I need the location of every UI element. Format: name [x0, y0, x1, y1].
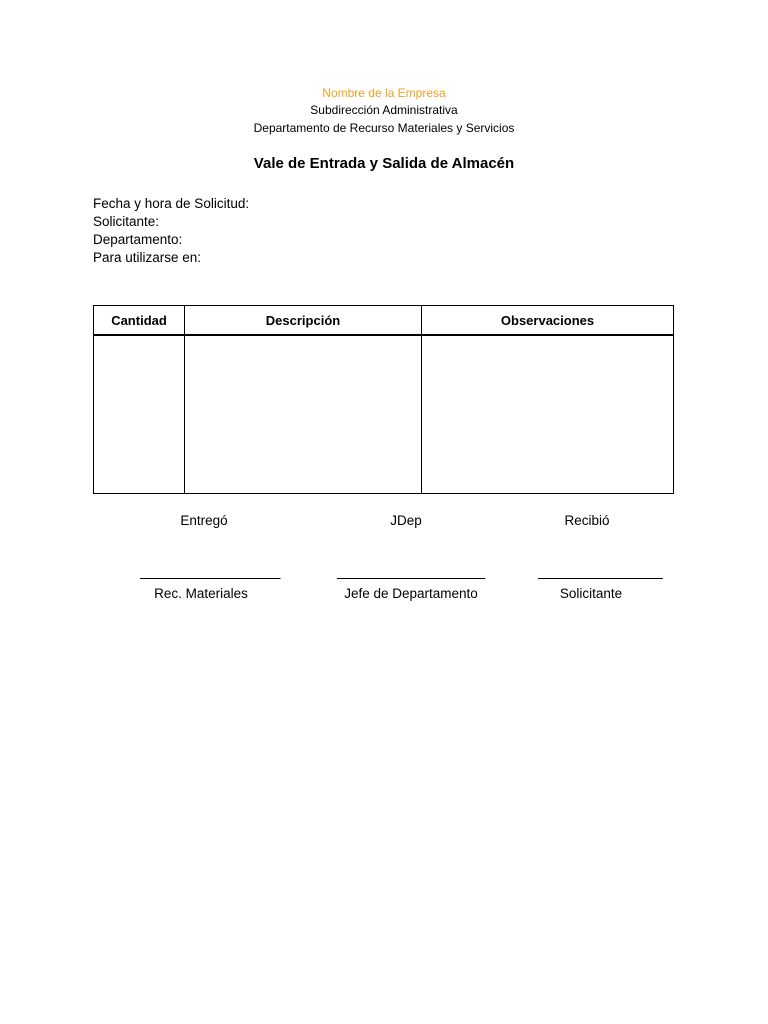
table-row	[94, 335, 674, 494]
header-observations: Observaciones	[422, 306, 674, 336]
role-received: Recibió	[564, 513, 610, 528]
items-table	[93, 305, 674, 494]
signature-label-requester: Solicitante	[559, 586, 623, 601]
department-name: Departamento de Recurso Materiales y Servicios	[253, 121, 515, 135]
table-header-row	[94, 306, 674, 336]
signature-label-department-head: Jefe de Departamento	[344, 586, 478, 601]
role-delivered: Entregó	[180, 513, 228, 528]
signature-line-requester[interactable]: ________________	[538, 566, 663, 581]
signature-line-department-head[interactable]: _____ ___________ _	[337, 566, 486, 581]
cell-description[interactable]	[185, 335, 422, 494]
document-title: Vale de Entrada y Salida de Almacén	[253, 155, 515, 172]
field-purpose[interactable]: Para utilizarse en:	[93, 250, 202, 265]
field-department[interactable]: Departamento:	[93, 232, 183, 247]
cell-observations[interactable]	[422, 335, 674, 494]
signature-line-materials[interactable]: _____ ____________	[140, 566, 281, 581]
field-requester[interactable]: Solicitante:	[93, 214, 160, 229]
signature-label-materials: Rec. Materiales	[154, 586, 248, 601]
cell-quantity[interactable]	[94, 335, 185, 494]
subdirection-name: Subdirección Administrativa	[310, 103, 458, 117]
header-description: Descripción	[185, 306, 422, 336]
company-name: Nombre de la Empresa	[322, 86, 446, 100]
field-request-datetime[interactable]: Fecha y hora de Solicitud:	[93, 196, 250, 211]
header-quantity: Cantidad	[94, 306, 185, 336]
role-department-head: JDep	[390, 513, 422, 528]
